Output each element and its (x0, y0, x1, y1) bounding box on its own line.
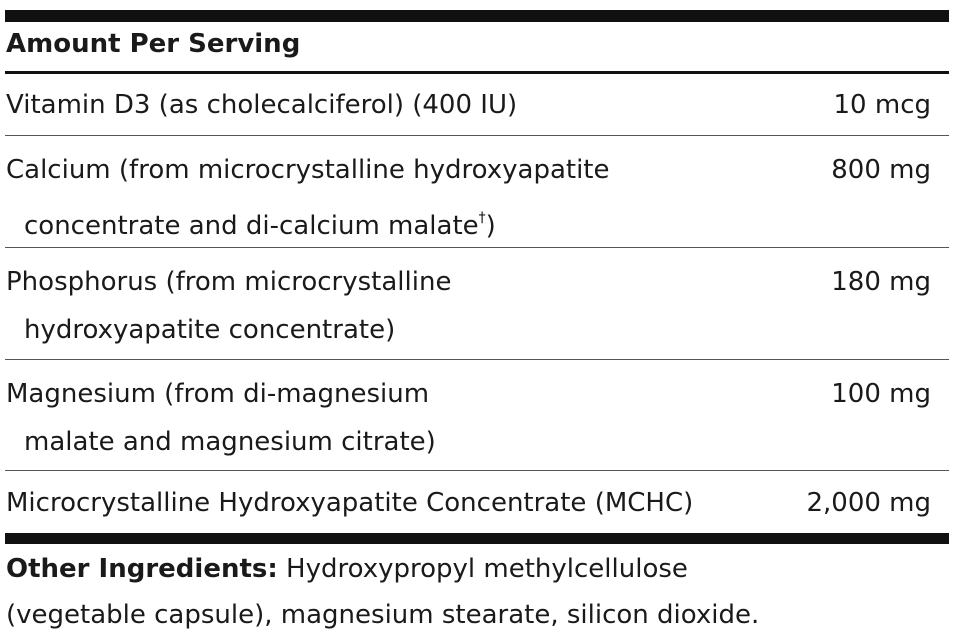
ingredient-name-line2-text: concentrate and di-calcium malate (24, 211, 479, 241)
dagger-footnote-mark: † (478, 210, 486, 226)
ingredient-name-line2: malate and magnesium citrate) (24, 427, 436, 457)
bottom-thick-rule (5, 533, 949, 544)
other-ingredients-text-line1: Hydroxypropyl methylcellulose (277, 554, 688, 584)
ingredient-name-line2: hydroxyapatite concentrate) (24, 315, 396, 345)
ingredient-name (6, 479, 693, 527)
ingredient-name (6, 370, 436, 466)
ingredient-table (5, 74, 949, 533)
ingredient-name (6, 146, 609, 250)
ingredient-name-line1: Phosphorus (from microcrystalline (6, 267, 452, 297)
other-ingredients (6, 546, 946, 638)
ingredient-name-line1: Vitamin D3 (as cholecalciferol) (400 IU) (6, 90, 518, 120)
table-row (5, 360, 949, 471)
ingredient-name-line1: Calcium (from microcrystalline hydroxyapatite (6, 155, 610, 185)
ingredient-amount: 2,000 mg (806, 488, 931, 518)
ingredient-amount: 10 mcg (833, 90, 931, 120)
ingredient-name (6, 81, 517, 129)
table-row (5, 136, 949, 248)
ingredient-name-line1: Magnesium (from di-magnesium (6, 379, 430, 409)
ingredient-amount: 800 mg (831, 155, 931, 185)
other-ingredients-text-line2: (vegetable capsule), magnesium stearate, silicon dioxide. (6, 600, 760, 630)
ingredient-name-line2 (6, 194, 609, 250)
ingredient-name (6, 258, 451, 354)
table-row (5, 248, 949, 360)
ingredient-amount: 100 mg (831, 379, 931, 409)
other-ingredients-label: Other Ingredients: (6, 554, 278, 584)
ingredient-name-line1: Microcrystalline Hydroxyapatite Concentrate (MCHC) (6, 488, 694, 518)
table-row (5, 471, 949, 533)
ingredient-amount: 180 mg (831, 267, 931, 297)
table-row (5, 74, 949, 136)
amount-per-serving-header: Amount Per Serving (6, 29, 301, 59)
top-thick-rule (5, 10, 949, 22)
ingredient-name-line2-end: ) (485, 211, 496, 241)
